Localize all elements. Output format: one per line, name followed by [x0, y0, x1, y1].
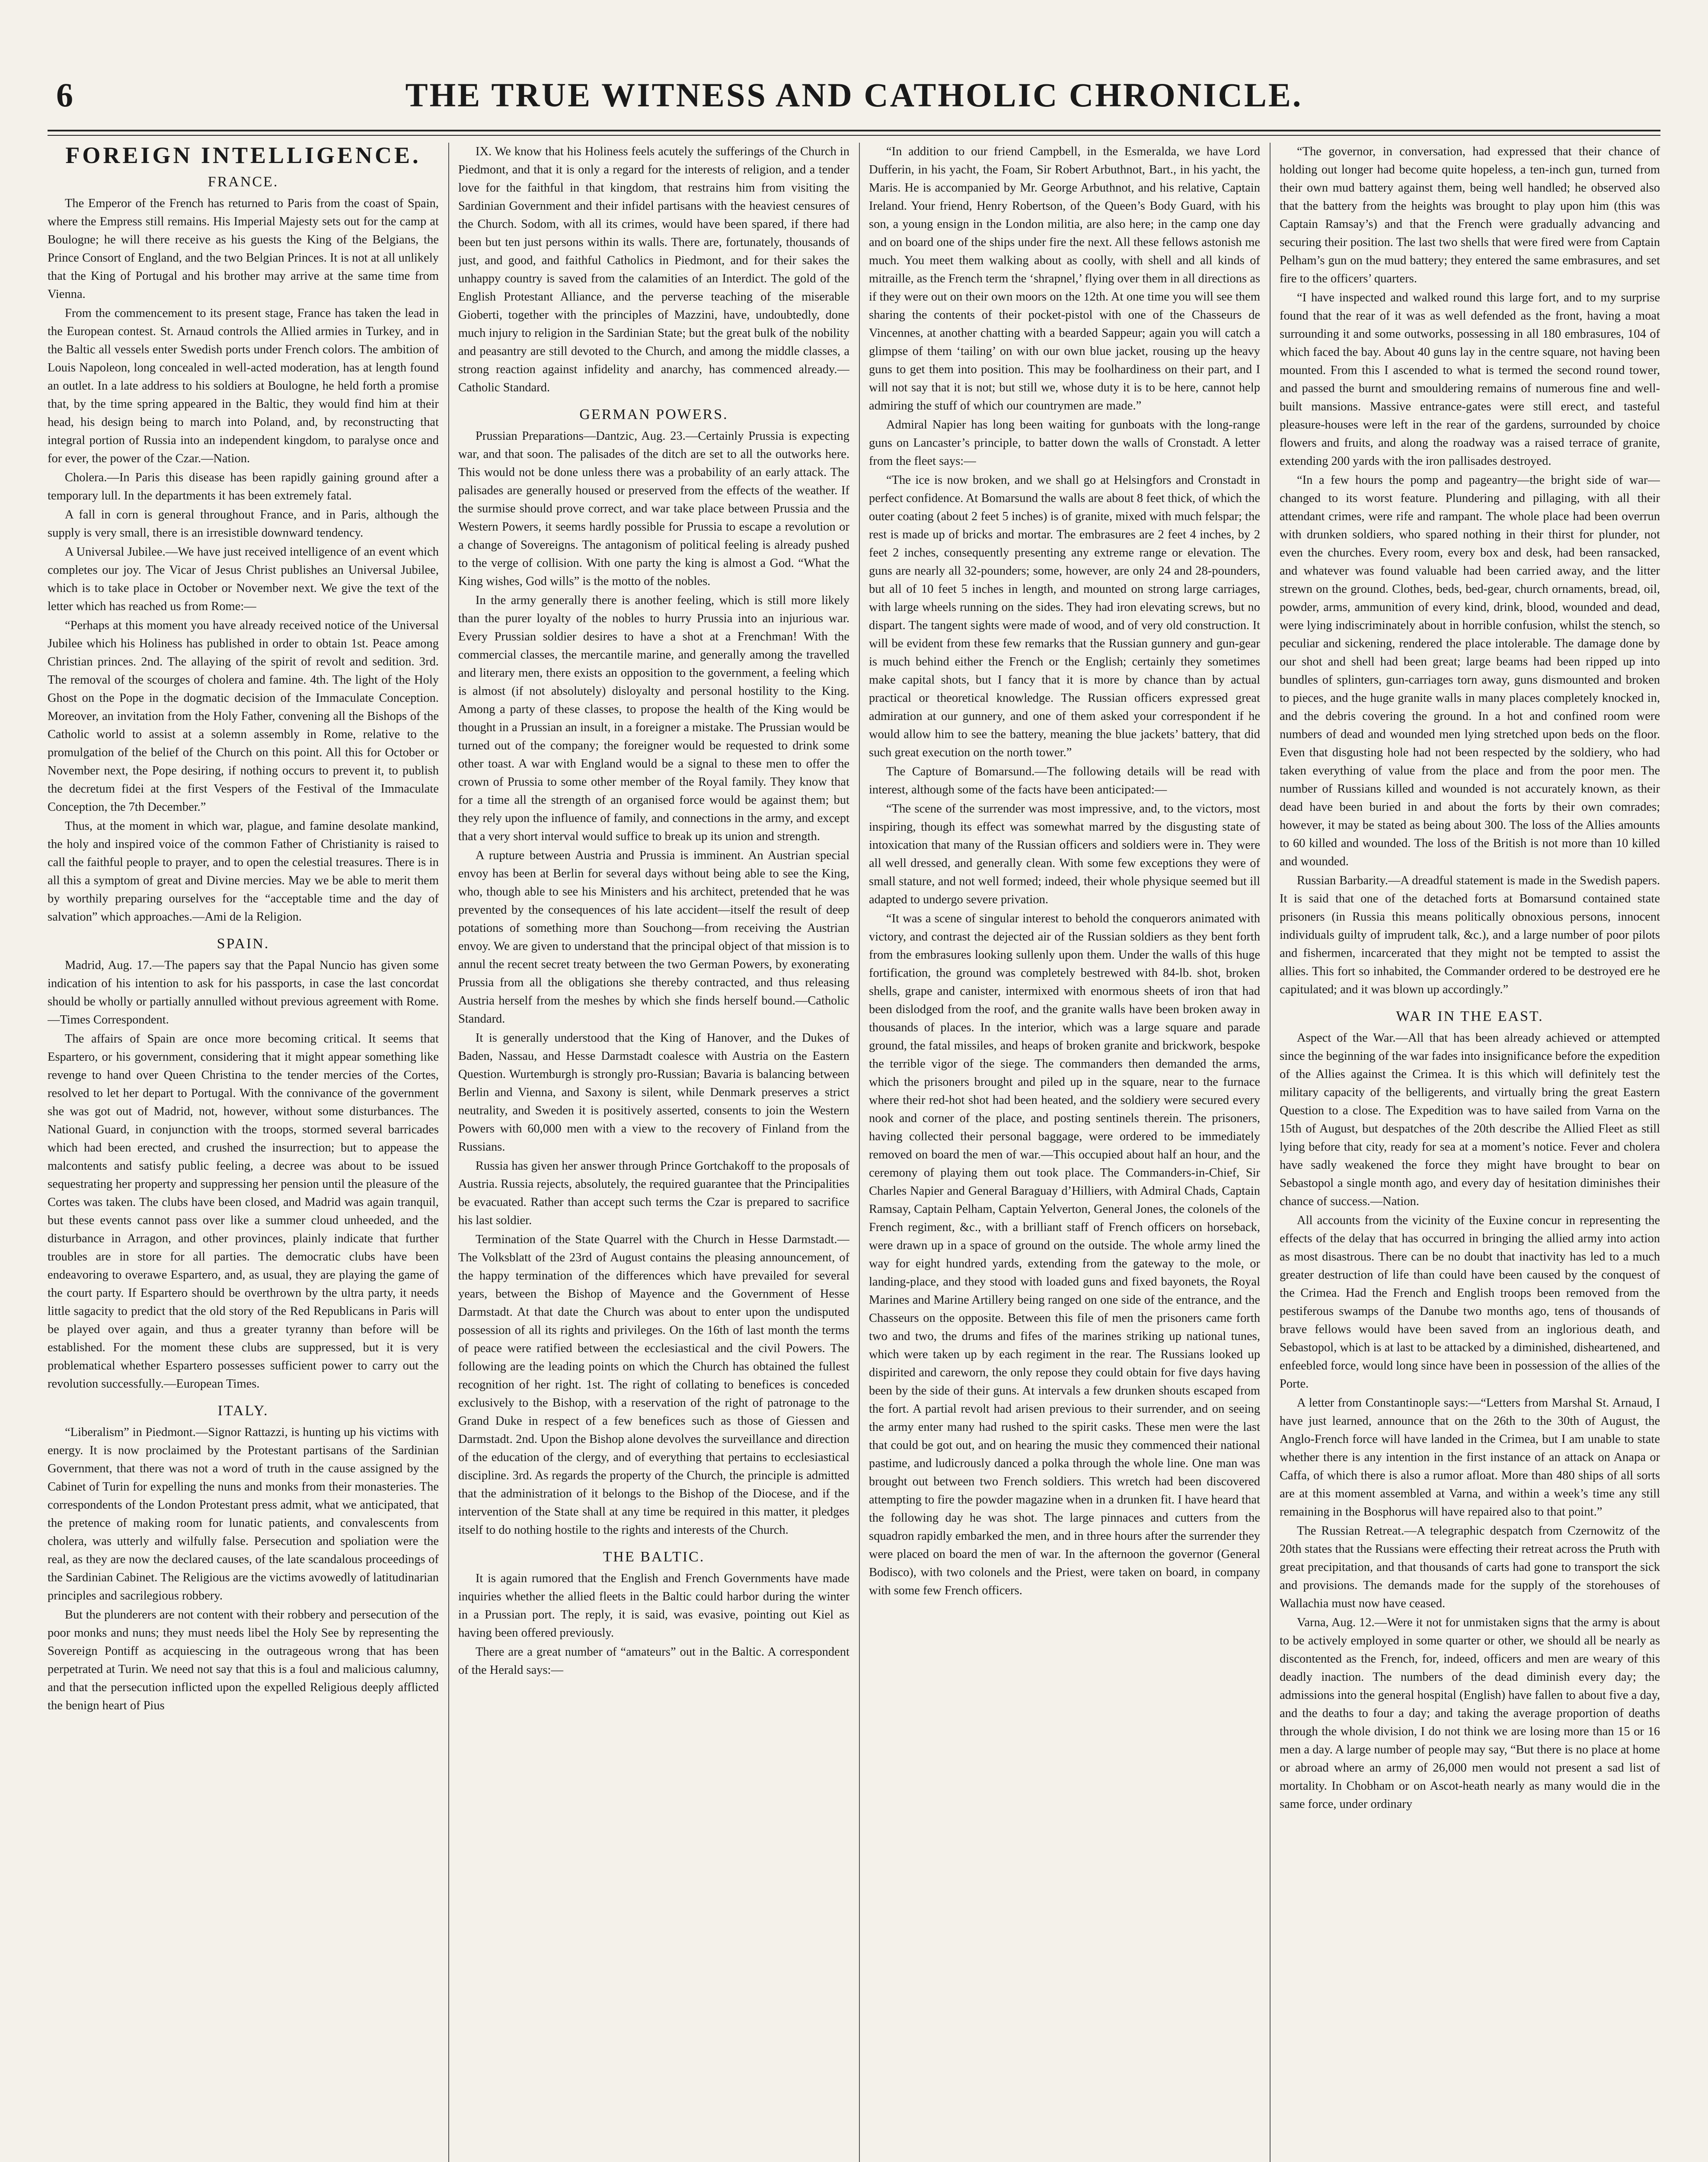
article-paragraph: Admiral Napier has long been waiting for gunboats with the long-range guns on Lancaster’s principle, to batter down the walls of Cronstadt. A letter from the fleet says:—	[869, 418, 1260, 468]
article-paragraph: It is generally understood that the King of Hanover, and the Dukes of Baden, Nassau, and Hesse Darmstadt coalesce with Austria on the Eastern Question. Wurtemburgh is strongly pro-Russian; Bavaria is balancing between Berlin and Vienna, and Saxony is silent, while Denmark preserves a strict neutrality, and Sweden it is positively asserted, consents to join the Western Powers with 60,000 men with a view to the recovery of Finland from the Russians.	[458, 1031, 849, 1154]
article-paragraph: A Universal Jubilee.—We have just received intelligence of an event which completes our joy. The Vicar of Jesus Christ publishes an Universal Jubilee, which is to take place in October or November next. We give the text of the letter which has reached us from Rome:—	[48, 545, 439, 613]
article-paragraph: “It was a scene of singular interest to behold the conquerors animated with victory, and contrast the dejected air of the Russian soldiers as they bent forth from the embrasures looking sullenly upon them. Under the walls of this huge fortification, the ground was completely bestrewed with 84-lb. shot, broken shells, grape and canister, intermixed with enormous sheets of iron that had been dislodged from the roof, and the granite walls have been broken away in thousands of places. In the interior, which was a large square and parade ground, the fatal missiles, and heaps of broken granite and brickwork, bespoke the terrible vigor of the siege. The commanders then demanded the arms, which the prisoners brought and piled up in the square, near to the furnace where their red-hot shot had been heated, and the soldiery were secured every nook and corner of the place, and posting sentinels therein. The prisoners, having collected their personal baggage, were ordered to be immediately removed on board the men of war.—This occupied about half an hour, and the ceremony of playing them out took place. The Commanders-in-Chief, Sir Charles Napier and General Baraguay d’Hilliers, with Admiral Chads, Captain Ramsay, Captain Pelham, Captain Yelverton, General Jones, the colonels of the French regiment, &c., with a brilliant staff of French officers on horseback, were drawn up in a space of ground on the outside. The whole army lined the way for eight hundred yards, extending from the gateway to the mole, or landing-place, and they stood with loaded guns and fixed bayonets, the Royal Marines and Marine Artillery being ranged on one side of the entrance, and the Chasseurs on the opposite. Between this file of men the prisoners came forth two and two, the drums and fifes of the marines striking up national tunes, which were taken up by each regiment in the rear. The Russians looked up dispirited and careworn, the only repose they could obtain for five days having been by the side of their guns. At intervals a few drunken shouts escaped from the fort. A partial revolt had arisen previous to their surrender, and on seeing the army enter many had rushed to the spirit casks. These men were the last that could be got out, and on hearing the music they commenced their national pastime, and ludicrously danced a polka through the whole line. One man was brought out between two French soldiers. This wretch had been discovered attempting to fire the powder magazine when in a drunken fit. I have heard that the following day he was shot. The large pinnaces and cutters from the squadron rapidly embarked the men, and in three hours after the surrender they were placed on board the men of war. In the afternoon the governor (General Bodisco), with two colonels and the Priest, were taken on board, in company with some few French officers.	[869, 912, 1260, 1597]
article-paragraph: “The governor, in conversation, had expressed that their chance of holding out longer had become quite hopeless, a ten-inch gun, turned from their own mud battery against them, being well handled; he observed also that the battery from the heights was brought to play upon him (this was Captain Ramsay’s) and that the French were gradually advancing and securing their position. The last two shells that were fired were from Captain Pelham’s gun on the mud battery; they entered the same embrasures, and set fire to the officers’ quarters.	[1280, 145, 1660, 285]
column-1	[48, 143, 439, 2162]
article-paragraph: “In a few hours the pomp and pageantry—the bright side of war—changed to its worst feature. Plundering and pillaging, with all their attendant crimes, were rife and rampant. The whole place had been overrun with drunken soldiers, who spared nothing in their thirst for plunder, not even the churches. Every room, every box and desk, had been ransacked, and whatever was found valuable had been carried away, and the litter strewn on the ground. Clothes, beds, bed-gear, church ornaments, bread, oil, powder, arms, ammunition of every kind, drink, blood, wounded and dead, were lying indiscriminately about in horrible confusion, whilst the stench, so peculiar and sickening, rendered the place intolerable. The damage done by our shot and shell had been great; large beams had been ripped up into bundles of splinters, gun-carriages torn away, guns dismounted and broken to pieces, and the huge granite walls in many places completely knocked in, and the debris covering the ground. In a hot and confined room were numbers of dead and wounded men lying stretched upon beds on the floor. Even that disgusting hole had not been respected by the soldiery, who had taken everything of value from the place and from the poor men. The number of Russians killed and wounded is not accurately known, as their dead have been buried in and about the forts by their own comrades; however, it may be stated as being about 300. The loss of the Allies amounts to 60 killed and wounded. The loss of the British is not more than 10 killed and wounded.	[1280, 473, 1660, 868]
article-heading: WAR IN THE EAST.	[1396, 1008, 1544, 1024]
article-paragraph: There are a great number of “amateurs” out in the Baltic. A correspondent of the Herald says:—	[458, 1645, 849, 1677]
article-paragraph: “Perhaps at this moment you have already received notice of the Universal Jubilee which his Holiness has published in order to obtain 1st. Peace among Christian princes. 2nd. The allaying of the spirit of revolt and sedition. 3rd. The removal of the scourges of cholera and famine. 4th. The light of the Holy Ghost on the Pope in the dogmatic decision of the Immaculate Conception. Moreover, an invitation from the Holy Father, convening all the Bishops of the Catholic world to assist at a solemn assembly in Rome, relative to the promulgation of the belief of the Church on this point. All this for October or November next, the Pope desiring, if nothing occurs to prevent it, to publish the decretum fidei at the first Vespers of the Festival of the Immaculate Conception, the 7th December.”	[48, 619, 439, 814]
article-heading: GERMAN POWERS.	[579, 406, 728, 422]
column-divider	[859, 143, 860, 2162]
article-paragraph: Varna, Aug. 12.—Were it not for unmistaken signs that the army is about to be actively employed in some quarter or other, we should all be nearly as discontented as the French, for, indeed, officers and men are weary of this deadly inaction. The numbers of the dead diminish every day; the admissions into the general hospital (English) have fallen to about five a day, and the deaths to four a day; and taking the average proportion of deaths through the whole division, I do not think we are losing more than 15 or 16 men a day. A large number of people may say, “But there is no place at home or abroad where an army of 26,000 men would not present a sad list of mortality. In Chobham or on Ascot-heath nearly as many would die in the same force, under ordinary	[1280, 1616, 1660, 1811]
article-paragraph: Termination of the State Quarrel with the Church in Hesse Darmstadt.—The Volksblatt of the 23rd of August contains the pleasing announcement, of the happy termination of the differences which have prevailed for several years, between the Bishop of Mayence and the Government of Hesse Darmstadt. At that date the Church was about to enter upon the undisputed possession of all its rights and privileges. On the 16th of last month the terms of peace were ratified between the ecclesiastical and the civil Powers. The following are the leading points on which the Church has obtained the fullest recognition of her right. 1st. The right of collating to benefices is conceded exclusively to the Bishop, with a reservation of the right of patronage to the Grand Duke in respect of a few benefices such as those of Giessen and Darmstadt. 2nd. Upon the Bishop alone devolves the surveillance and direction of the education of the clergy, and of everything that pertains to ecclesiastical discipline. 3rd. As regards the property of the Church, the principle is admitted that the administration of it belongs to the Bishop of the Diocese, and if the intervention of the State shall at any time be required in this matter, it pledges itself to do nothing hostile to the rights and interests of the Church.	[458, 1233, 849, 1537]
article-paragraph: IX. We know that his Holiness feels acutely the sufferings of the Church in Piedmont, and that it is only a regard for the interests of religion, and a tender love for the faithful in that kingdom, that restrains him from visiting the Sardinian Government and their infidel partisans with the heaviest censures of the Church. Sodom, with all its crimes, would have been spared, if there had been but ten just persons within its walls. There are, fortunately, thousands of just, and good, and faithful Catholics in Piedmont, and for their sakes the unhappy country is saved from the calamities of an Interdict. The gold of the English Protestant Alliance, and the perverse teaching of the miserable Gioberti, together with the principles of Mazzini, have, undoubtedly, done much injury to religion in the Sardinian State; but the great bulk of the nobility and peasantry are still devoted to the Church, and among the middle classes, a strong reaction against infidelity and anarchy, has commenced already.—Catholic Standard.	[458, 145, 849, 394]
article-paragraph: Russian Barbarity.—A dreadful statement is made in the Swedish papers. It is said that one of the detached forts at Bomarsund contained state prisoners (in Russia this means politically obnoxious persons, innocent individuals guilty of imprudent talk, &c.), and a large number of poor pilots and fishermen, incarcerated that they might not be tempted to assist the allies. This fort so inhabited, the Commander ordered to be destroyed ere he capitulated; and it was blown up accordingly.”	[1280, 874, 1660, 996]
article-paragraph: The affairs of Spain are once more becoming critical. It seems that Espartero, or his government, considering that it might appear something like revenge to hand over Queen Christina to the tender mercies of the Cortes, resolved to let her depart to Portugal. With the connivance of the government she was got out of Madrid, not, however, without some disturbances. The National Guard, in conjunction with the troops, stormed several barricades which had been erected, and crushed the insurrection; but to appease the malcontents and satisfy public feeling, a decree was about to be issued sequestrating her property and suppressing her pension until the pleasure of the Cortes was taken. The clubs have been closed, and Madrid was again tranquil, but these events cannot pass over like a summer cloud unheeded, and the disturbance in Arragon, and other provinces, plainly indicate that further troubles are in store for all parties. The democratic clubs have been endeavoring to overawe Espartero, and, as usual, they are playing the game of the court party. If Espartero should be overthrown by the ultra party, it needs little sagacity to predict that the old story of the Red Republicans in Paris will be played over again, and thus a greater tyranny than before will be established. For the moment these clubs are suppressed, but it is very problematical whether Espartero possesses sufficient power to carry out the revolution successfully.—European Times.	[48, 1032, 439, 1391]
article-paragraph: Aspect of the War.—All that has been already achieved or attempted since the beginning of the war fades into insignificance before the expedition of the Allies against the Crimea. It is this which will definitely test the military capacity of the belligerents, and virtually bring the great Eastern Question to a close. The Expedition was to have sailed from Varna on the 15th of August, but despatches of the 20th describe the Allied Fleet as still lying before that city, ready for sea at a moment’s notice. Fever and cholera have sadly weakened the force they might have brought to bear on Sebastopol a single month ago, and every day of hesitation diminishes their chance of success.—Nation.	[1280, 1031, 1660, 1208]
article-paragraph: A letter from Constantinople says:—“Letters from Marshal St. Arnaud, I have just learned, announce that on the 26th to the 30th of August, the Anglo-French force will have landed in the Crimea, but I am unable to state whether there is any intention in the first instance of an attack on Anapa or Caffa, of which there is also a rumor afloat. More than 480 ships of all sorts are at this moment assembled at Varna, and within a week’s time any still remaining in the Bosphorus will have repaired also to that point.”	[1280, 1396, 1660, 1519]
article-paragraph: “The ice is now broken, and we shall go at Helsingfors and Cronstadt in perfect confidence. At Bomarsund the walls are about 8 feet thick, of which the outer coating (about 2 feet 5 inches) is of granite, mixed with much felspar; the rest is made up of bricks and mortar. The embrasures are 2 feet 4 inches, by 2 feet 2 inches, consequently presenting any extreme range or elevation. The guns are nearly all 32-pounders; some, however, are only 24 and 28-pounders, but all of 10 feet 5 inches in length, and mounted on strong large carriages, with large wheels running on the sides. They had iron elevating screws, but no dispart. The tangent sights were made of wood, and of very old construction. It will be evident from these few remarks that the Russian gunnery and gun-gear is much behind either the French or the English; certainly they sometimes make capital shots, but I fancy that it is more by chance than by actual practical or theoretical knowledge. The Russian officers expressed great admiration at our gunnery, and one of them asked your correspondent if he would allow him to see the battery, meaning the blue jackets’ battery, that did such great execution on the north tower.”	[869, 473, 1260, 759]
article-paragraph: All accounts from the vicinity of the Euxine concur in representing the effects of the delay that has occurred in bringing the allied army into action as most disastrous. There can be no doubt that inactivity has led to a much greater destruction of life than could have been caused by the conquest of the Crimea. Had the French and English troops been removed from the pestiferous swamps of the Danube two months ago, tens of thousands of brave fellows would have been saved from an inglorious death, and Sebastopol, which is at last to be attacked by a diminished, disheartened, and enfeebled force, would long since have been in possession of the allies of the Porte.	[1280, 1214, 1660, 1391]
page-number: 6	[56, 76, 73, 114]
column-3	[869, 143, 1260, 2162]
column-2	[458, 143, 849, 2162]
column-divider	[1270, 143, 1271, 2162]
article-paragraph: “Liberalism” in Piedmont.—Signor Rattazzi, is hunting up his victims with energy. It is now proclaimed by the Protestant partisans of the Sardinian Government, that there was not a word of truth in the cause assigned by the Cabinet of Turin for expelling the nuns and monks from their monasteries. The correspondents of the London Protestant press admit, what we anticipated, that the pretence of making room for lunatic patients, and convalescents from cholera, was utterly and wilfully false. Persecution and spoliation were the real, as they are now the declared causes, of the late scandalous proceedings of the Sardinian Cabinet. The Religious are the victims avowedly of latitudinarian principles and sacrilegious robbery.	[48, 1426, 439, 1602]
article-paragraph: “The scene of the surrender was most impressive, and, to the victors, most inspiring, though its effect was somewhat marred by the disgusting state of intoxication that many of the Russian officers and soldiers were in. They were all well dressed, and generally clean. With some few exceptions they were of small stature, and not well formed; indeed, their whole physique seemed but ill adapted to undergo severe privation.	[869, 802, 1260, 906]
article-paragraph: Russia has given her answer through Prince Gortchakoff to the proposals of Austria. Russia rejects, absolutely, the required guarantee that the Principalities be evacuated. Rather than accept such terms the Czar is prepared to sacrifice his last soldier.	[458, 1159, 849, 1227]
header-rule	[48, 130, 1660, 136]
article-paragraph: The Emperor of the French has returned to Paris from the coast of Spain, where the Empress still remains. His Imperial Majesty sets out for the camp at Boulogne; he will there receive as his guests the King of the Belgians, the Prince Consort of England, and the two Belgian Princes. It is not at all unlikely that the King of Portugal and his brother may arrive at the same time from Vienna.	[48, 197, 439, 301]
article-paragraph: The Capture of Bomarsund.—The following details will be read with interest, although some of the facts have been anticipated:—	[869, 765, 1260, 796]
column-divider	[448, 143, 449, 2162]
article-heading: SPAIN.	[217, 936, 270, 952]
article-heading: ITALY.	[217, 1403, 269, 1419]
article-paragraph: But the plunderers are not content with their robbery and persecution of the poor monks and nuns; they must needs libel the Holy See by representing the Sovereign Pontiff as acquiescing in the outrageous wrong that has been perpetrated at Turin. We need not say that this is a foul and malicious calumny, and that the persecution inflicted upon the expelled Religious deeply afflicted the benign heart of Pius	[48, 1608, 439, 1712]
article-paragraph: A rupture between Austria and Prussia is imminent. An Austrian special envoy has been at Berlin for several days without being able to see the King, who, though able to see his Ministers and his architect, pretended that he was prevented by the consequences of his late accident—itself the result of deep potations of something more than Souchong—from receiving the Austrian envoy. We are given to understand that the principal object of that mission is to annul the recent secret treaty between the two German Powers, by exonerating Prussia from all the obligations she thereby contracted, and thus releasing Austria herself from the meshes by which she finds herself bound.—Catholic Standard.	[458, 849, 849, 1026]
article-paragraph: Prussian Preparations—Dantzic, Aug. 23.—Certainly Prussia is expecting war, and that soon. The palisades of the ditch are set to all the outworks here. This would not be done unless there was a probability of an early attack. The palisades are generally housed or preserved from the effects of the weather. If the surmise should prove correct, and war take place between Prussia and the Western Powers, it seems hardly possible for Prussia to escape a revolution or a change of Sovereigns. The antagonism of political feeling is already pushed to the verge of collision. With one party the king is almost a God. “What the King wishes, God wills” is the motto of the nobles.	[458, 429, 849, 588]
column-4	[1280, 143, 1660, 2162]
article-paragraph: Cholera.—In Paris this disease has been rapidly gaining ground after a temporary lull. In the departments it has been extremely fatal.	[48, 471, 439, 502]
article-paragraph: The Russian Retreat.—A telegraphic despatch from Czernowitz of the 20th states that the Russians were effecting their retreat across the Pruth with great precipitation, and that thousands of carts had gone to transport the sick and provisions. The demands made for the supply of the storehouses of Wallachia must now have ceased.	[1280, 1524, 1660, 1610]
article-heading: THE BALTIC.	[603, 1549, 705, 1565]
article-paragraph: “In addition to our friend Campbell, in the Esmeralda, we have Lord Dufferin, in his yacht, the Foam, Sir Robert Arbuthnot, Bart., in his yacht, the Maris. He is accompanied by Mr. George Arbuthnot, and his relative, Captain Ireland. Your friend, Henry Robertson, of the Queen’s Body Guard, with his son, a young ensign in the London militia, are also here; in the camp one day and on board one of the ships under fire the next. All these fellows astonish me much. You meet them walking about as coolly, with shell and all kinds of mitraille, as the French term the ‘shrapnel,’ flying over them in all directions as if they were out on their own moors on the 12th. At one time you will see them sharing the contents of their pocket-pistol with one of the Chasseurs de Vincennes, at another chatting with a bearded Sappeur; again you will catch a glimpse of them ‘tailing’ on with our own blue jacket, rousing up the heavy guns to get them into position. This may be foolhardiness on their part, and I will not say that it is not; but still we, whose duty it is to be here, cannot help admiring the stuff of which our countrymen are made.”	[869, 145, 1260, 413]
article-paragraph: In the army generally there is another feeling, which is still more likely than the purer loyalty of the nobles to hurry Prussia into an injurious war. Every Prussian soldier desires to have a shot at a Frenchman! With the commercial classes, the mercantile marine, and generally among the travelled and literary men, there exists an opposition to the government, a feeling which is almost (if not absolutely) disloyalty and personal hostility to the King. Among a party of these classes, to propose the health of the King would be thought in a Prussian an insult, in a foreigner a mistake. The Prussian would be turned out of the company; the foreigner would be requested to drink some other toast. A war with England would be a signal to these men to offer the crown of Prussia to some other member of the Royal family. They know that for a time all the strength of an organised force would be against them; but they rely upon the influence of family, and connections in the army, and except that a very short interval would suffice to break up its union and strength.	[458, 594, 849, 843]
article-paragraph: Madrid, Aug. 17.—The papers say that the Papal Nuncio has given some indication of his intention to ask for his passports, in case the last concordat should be wholly or partially annulled without previous agreement with Rome.—Times Correspondent.	[48, 959, 439, 1027]
article-paragraph: A fall in corn is general throughout France, and in Paris, although the supply is very small, there is an irresistible downward tendency.	[48, 508, 439, 540]
article-paragraph: Thus, at the moment in which war, plague, and famine desolate mankind, the holy and inspired voice of the common Father of Christianity is raised to call the faithful people to prayer, and to open the celestial treasures. There is in all this a symptom of great and Divine mercies. May we be able to merit them by worthily preparing ourselves for the “acceptable time and the day of salvation” which approaches.—Ami de la Religion.	[48, 819, 439, 924]
article-paragraph: It is again rumored that the English and French Governments have made inquiries whether the allied fleets in the Baltic could harbor during the winter in a Prussian port. The reply, it is said, was evasive, pointing out Kiel as having been offered previously.	[458, 1572, 849, 1640]
article-paragraph: From the commencement to its present stage, France has taken the lead in the European contest. St. Arnaud controls the Allied armies in Turkey, and in the Baltic all vessels enter Swedish ports under French colors. The ambition of Louis Napoleon, long concealed in well-acted moderation, has at length found an outlet. In a late address to his soldiers at Boulogne, he held forth a promise that, by the time spring appeared in the Baltic, they would find him at their head, his design being to march into Poland, and, by reconstructing that integral portion of Russia into an independent kingdom, to paralyse once and for ever, the power of the Czar.—Nation.	[48, 307, 439, 465]
article-heading: FRANCE.	[208, 174, 279, 190]
section-title: FOREIGN INTELLIGENCE.	[65, 143, 421, 168]
article-paragraph: “I have inspected and walked round this large fort, and to my surprise found that the rear of it was as well defended as the front, having a moat surrounding it and some outworks, possessing in all 180 embrasures, 104 of which faced the bay. About 40 guns lay in the centre square, not having been mounted. From this I ascended to what is termed the second round tower, and passed the burnt and smouldering remains of numerous fine and well-built mansions. Massive entrance-gates were still erect, and tasteful pleasure-houses were left in the rear of the gardens, surrounded by choice flowers and fruits, and along the roadway was a raised terrace of granite, extending 200 yards with the iron pallisades destroyed.	[1280, 291, 1660, 468]
masthead	[48, 76, 1660, 123]
newspaper-title: THE TRUE WITNESS AND CATHOLIC CHRONICLE.	[405, 76, 1303, 114]
